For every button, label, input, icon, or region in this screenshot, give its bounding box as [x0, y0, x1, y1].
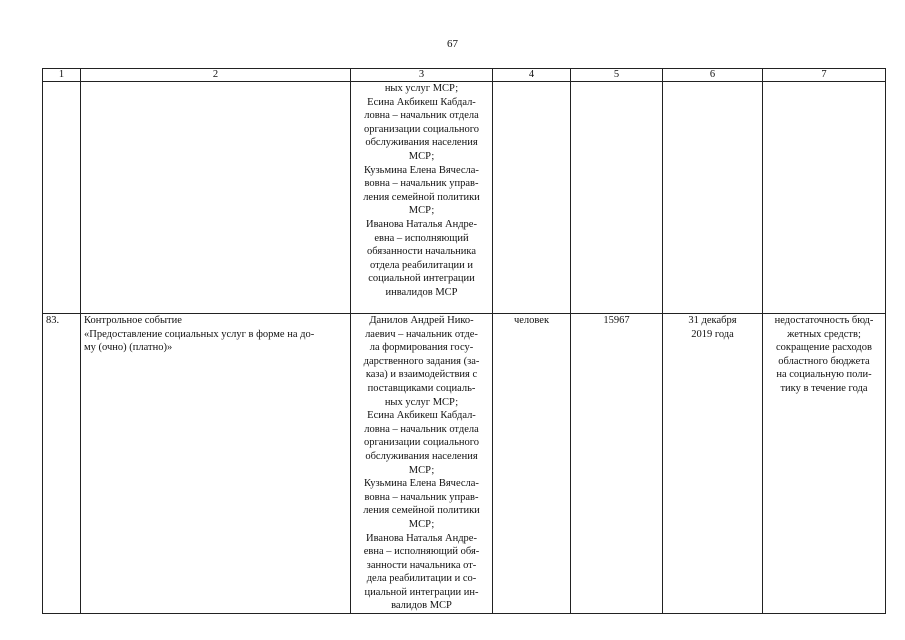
responsible-line: социальной интеграции	[368, 273, 475, 285]
event-title-line: Контрольное событие	[84, 315, 182, 326]
risk-line: сокращение расходов	[776, 342, 872, 354]
responsible-line: ловна – начальник отдела	[364, 423, 479, 435]
responsible-line: дела реабилитации и со-	[366, 573, 477, 585]
responsible-line: валидов МСР	[391, 600, 452, 612]
header-col-7: 7	[763, 69, 886, 82]
responsible-line: Иванова Наталья Андре-	[366, 218, 477, 230]
responsible-line: МСР;	[408, 464, 435, 476]
responsible-line: вовна – начальник управ-	[364, 178, 479, 190]
document-table	[42, 68, 886, 614]
cell-responsible	[351, 314, 493, 614]
responsible-line: Есина Акбикеш Кабдал-	[367, 96, 476, 108]
responsible-line: Кузьмина Елена Вячесла-	[364, 164, 479, 176]
risk-line: жетных средств;	[787, 328, 861, 340]
responsible-line: ных услуг МСР;	[384, 396, 459, 408]
table-row-continued	[43, 82, 886, 314]
responsible-line: Иванова Наталья Андре-	[366, 532, 477, 544]
responsible-line: Кузьмина Елена Вячесла-	[364, 478, 479, 490]
responsible-line: лаевич – начальник отде-	[365, 328, 478, 340]
cell-risks	[763, 82, 886, 314]
responsible-line: обслуживания населения	[365, 450, 478, 462]
risk-line: областного бюджета	[778, 355, 870, 367]
responsible-line: ловна – начальник отдела	[364, 110, 479, 122]
risk-line: на социальную поли-	[776, 369, 872, 381]
cell-date	[663, 82, 763, 314]
cell-event	[81, 82, 351, 314]
responsible-line: евна – исполняющий	[374, 232, 469, 244]
header-col-6: 6	[663, 69, 763, 82]
responsible-line: обязанности начальника	[367, 246, 476, 258]
cell-risks	[763, 314, 886, 614]
header-col-3: 3	[351, 69, 493, 82]
header-col-5: 5	[571, 69, 663, 82]
cell-event	[81, 314, 351, 614]
risk-line: недостаточность бюд-	[774, 315, 874, 326]
cell-unit: человек	[493, 314, 571, 614]
header-col-2: 2	[81, 69, 351, 82]
responsible-line: евна – исполняющий обя-	[363, 546, 480, 558]
responsible-line: поставщиками социаль-	[367, 382, 476, 394]
date-line: 2019 года	[691, 328, 734, 340]
risk-line: тику в течение года	[780, 382, 868, 394]
header-col-1: 1	[43, 69, 81, 82]
responsible-line: МСР;	[408, 205, 435, 217]
responsible-line: Есина Акбикеш Кабдал-	[367, 410, 476, 422]
responsible-line: обслуживания населения	[365, 137, 478, 149]
cell-responsible	[351, 82, 493, 314]
responsible-line: МСР;	[408, 150, 435, 162]
responsible-line: дарственного задания (за-	[363, 355, 480, 367]
cell-value	[571, 82, 663, 314]
header-col-4: 4	[493, 69, 571, 82]
cell-value: 15967	[571, 314, 663, 614]
responsible-line: ных услуг МСР;	[384, 83, 459, 94]
responsible-line: ла формирования госу-	[369, 342, 474, 354]
cell-number: 83.	[43, 314, 81, 614]
responsible-line: занности начальника от-	[366, 559, 477, 571]
cell-unit	[493, 82, 571, 314]
event-title-line: му (очно) (платно)»	[84, 342, 173, 354]
responsible-line: отдела реабилитации и	[369, 259, 474, 271]
date-line: 31 декабря	[688, 315, 737, 326]
responsible-line: каза) и взаимодействия с	[365, 369, 478, 381]
responsible-line: организации социального	[363, 123, 480, 135]
responsible-line: МСР;	[408, 518, 435, 530]
table-row-83	[43, 314, 886, 614]
cell-date	[663, 314, 763, 614]
responsible-line: инвалидов МСР	[385, 286, 458, 298]
responsible-line: вовна – начальник управ-	[364, 491, 479, 503]
responsible-line: Данилов Андрей Нико-	[369, 315, 474, 326]
header-row	[43, 69, 886, 82]
page-number: 67	[447, 38, 458, 50]
cell-number	[43, 82, 81, 314]
responsible-line: организации социального	[363, 437, 480, 449]
responsible-line: ления семейной политики	[363, 191, 480, 203]
responsible-line: ления семейной политики	[363, 505, 480, 517]
event-title-line: «Предоставление социальных услуг в форме на до-	[84, 328, 315, 340]
responsible-line: циальной интеграции ин-	[364, 586, 479, 598]
